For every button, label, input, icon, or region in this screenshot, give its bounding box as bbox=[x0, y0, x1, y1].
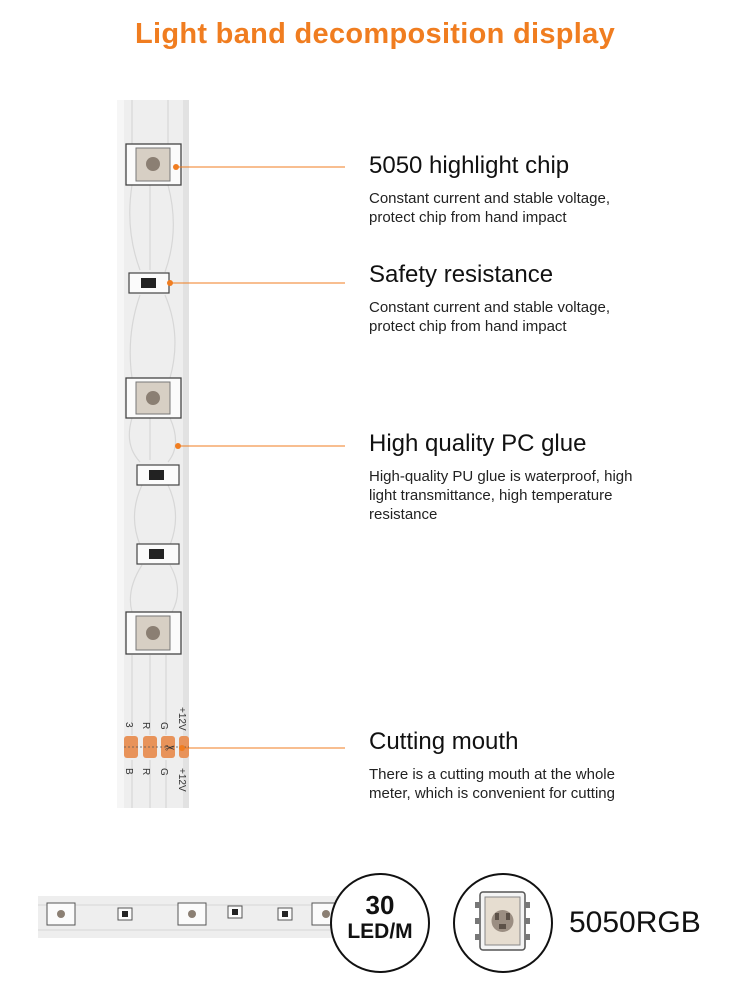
callout-heading: 5050 highlight chip bbox=[369, 152, 570, 179]
pin-label: G bbox=[158, 768, 169, 776]
callout-pc-glue bbox=[369, 431, 659, 524]
page-title: Light band decomposition display bbox=[134, 18, 616, 50]
callout-description: Constant current and stable voltage, protect chip from hand impact bbox=[369, 190, 610, 227]
pin-label: R bbox=[140, 768, 151, 776]
density-badge bbox=[330, 873, 430, 973]
density-unit: LED/M bbox=[347, 920, 413, 943]
pin-label: B bbox=[123, 768, 134, 775]
callout-description: High-quality PU glue is waterproof, high light transmittance, high temperature resistance bbox=[369, 468, 633, 524]
density-number: 30 bbox=[365, 890, 395, 920]
callout-cutting-mouth bbox=[369, 729, 659, 803]
callout-heading: High quality PC glue bbox=[369, 430, 587, 457]
callout-highlight-chip bbox=[369, 153, 659, 227]
callout-heading: Safety resistance bbox=[369, 261, 554, 288]
callout-description: Constant current and stable voltage, protect chip from hand impact bbox=[369, 299, 610, 336]
pin-label: 3 bbox=[123, 722, 134, 728]
pin-label: +12V bbox=[176, 768, 187, 792]
led-chip-icon bbox=[455, 875, 550, 970]
callout-description: There is a cutting mouth at the whole meter, which is convenient for cutting bbox=[369, 766, 615, 803]
pin-label: G bbox=[158, 722, 169, 730]
scissors-icon: ✂ bbox=[165, 741, 176, 755]
callout-heading: Cutting mouth bbox=[369, 728, 519, 755]
pin-label: R bbox=[140, 722, 151, 730]
strip-body bbox=[117, 100, 189, 808]
pin-label: +12V bbox=[176, 707, 187, 731]
callout-safety-resistance bbox=[369, 262, 659, 336]
chip-type-label: 5050RGB bbox=[569, 906, 701, 939]
chip-closeup bbox=[453, 873, 553, 973]
